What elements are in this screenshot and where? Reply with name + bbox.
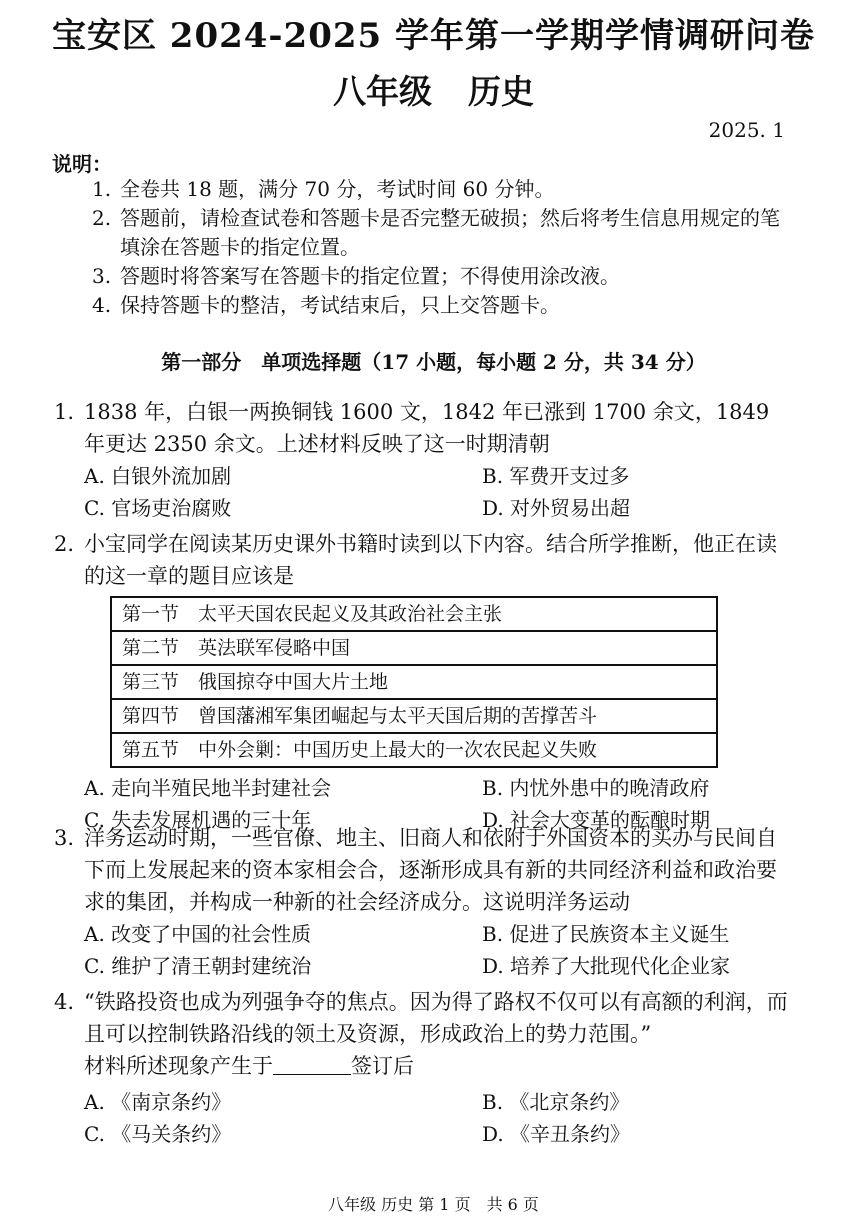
note-text: 保持答题卡的整洁，考试结束后，只上交答题卡。 (120, 293, 560, 317)
option-d: D. 《辛丑条约》 (482, 1122, 631, 1146)
question-2 (54, 528, 794, 836)
option-c: C. 《马关条约》 (84, 1122, 232, 1146)
question-number: 2. (54, 532, 75, 556)
note-text: 全卷共 18 题，满分 70 分，考试时间 60 分钟。 (120, 177, 555, 201)
option-b: B. 促进了民族资本主义诞生 (482, 922, 730, 946)
option-d: D. 对外贸易出超 (482, 496, 631, 520)
question-stem (54, 396, 794, 460)
question-stem (54, 528, 794, 592)
note-item (92, 262, 792, 291)
subject-label: 历史 (468, 72, 534, 111)
note-number: 3. (92, 264, 112, 288)
question-number: 3. (54, 826, 75, 850)
notes-heading: 说明： (52, 152, 112, 176)
table-row (111, 631, 717, 665)
option-a: A. 白银外流加剧 (84, 464, 232, 488)
table-cell: 第一节 太平天国农民起义及其政治社会主张 (111, 597, 717, 631)
question-text: 1838 年，白银一两换铜钱 1600 文，1842 年已涨到 1700 余文，1849 年更达 2350 余文。上述材料反映了这一时期清朝 (84, 400, 770, 456)
exam-date: 2025. 1 (708, 118, 785, 142)
question-text: 小宝同学在阅读某历史课外书籍时读到以下内容。结合所学推断，他正在读的这一章的题目应该是 (84, 532, 777, 588)
answer-blank (273, 1054, 351, 1075)
option-a: A. 改变了中国的社会性质 (84, 922, 312, 946)
note-number: 2. (92, 206, 112, 230)
options (84, 460, 794, 524)
table-cell: 第二节 英法联军侵略中国 (111, 631, 717, 665)
option-b: B. 内忧外患中的晚清政府 (482, 776, 710, 800)
page-footer: 八年级 历史 第 1 页 共 6 页 (328, 1195, 539, 1214)
note-text: 答题前，请检查试卷和答题卡是否完整无破损；然后将考生信息用规定的笔填涂在答题卡的指定位置。 (120, 206, 780, 259)
page-subtitle (0, 66, 867, 113)
option-c: C. 维护了清王朝封建统治 (84, 954, 312, 978)
question-3 (54, 822, 794, 982)
table-row (111, 597, 717, 631)
question-text: “铁路投资也成为列强争夺的焦点。因为得了路权不仅可以有高额的利润，而且可以控制铁路沿线的领土及资源，形成政治上的势力范围。” (84, 990, 788, 1046)
option-a: A. 《南京条约》 (84, 1090, 232, 1114)
note-item (92, 204, 792, 262)
option-d: D. 社会大变革的酝酿时期 (482, 808, 711, 832)
question-number: 4. (54, 990, 75, 1014)
table-cell: 第三节 俄国掠夺中国大片土地 (111, 665, 717, 699)
options (84, 918, 794, 982)
note-number: 4. (92, 293, 112, 317)
option-c: C. 官场吏治腐败 (84, 496, 232, 520)
section-title: 第一部分 单项选择题（17 小题，每小题 2 分，共 34 分） (161, 350, 706, 374)
question-4 (54, 986, 794, 1150)
note-number: 1. (92, 177, 112, 201)
grade-label: 八年级 (333, 72, 432, 111)
table-cell: 第五节 中外会剿：中国历史上最大的一次农民起义失败 (111, 733, 717, 767)
options (84, 1086, 794, 1150)
question-text: 洋务运动时期，一些官僚、地主、旧商人和依附于外国资本的买办与民间自下而上发展起来的资本家相会合，逐渐形成具有新的共同经济利益和政治要求的集团，并构成一种新的社会经济成分。这说明洋务运动 (84, 826, 777, 914)
note-item (92, 291, 792, 320)
table-row (111, 699, 717, 733)
note-text: 答题时将答案写在答题卡的指定位置；不得使用涂改液。 (120, 264, 620, 288)
note-item (92, 175, 792, 204)
table-row (111, 733, 717, 767)
question-stem (54, 986, 794, 1082)
option-a: A. 走向半殖民地半封建社会 (84, 776, 332, 800)
chapter-contents-table (110, 596, 718, 768)
question-text-tail: 材料所述现象产生于 (84, 1054, 273, 1078)
question-stem (54, 822, 794, 918)
option-b: B. 军费开支过多 (482, 464, 630, 488)
option-b: B. 《北京条约》 (482, 1090, 630, 1114)
option-c: C. 失去发展机遇的三十年 (84, 808, 312, 832)
option-d: D. 培养了大批现代化企业家 (482, 954, 731, 978)
question-text-tail-end: 签订后 (351, 1054, 414, 1078)
table-cell: 第四节 曾国藩湘军集团崛起与太平天国后期的苦撑苦斗 (111, 699, 717, 733)
question-number: 1. (54, 400, 75, 424)
table-row (111, 665, 717, 699)
question-1 (54, 396, 794, 524)
page-title: 宝安区 2024-2025 学年第一学期学情调研问卷 (51, 16, 816, 56)
notes-list (92, 175, 792, 320)
